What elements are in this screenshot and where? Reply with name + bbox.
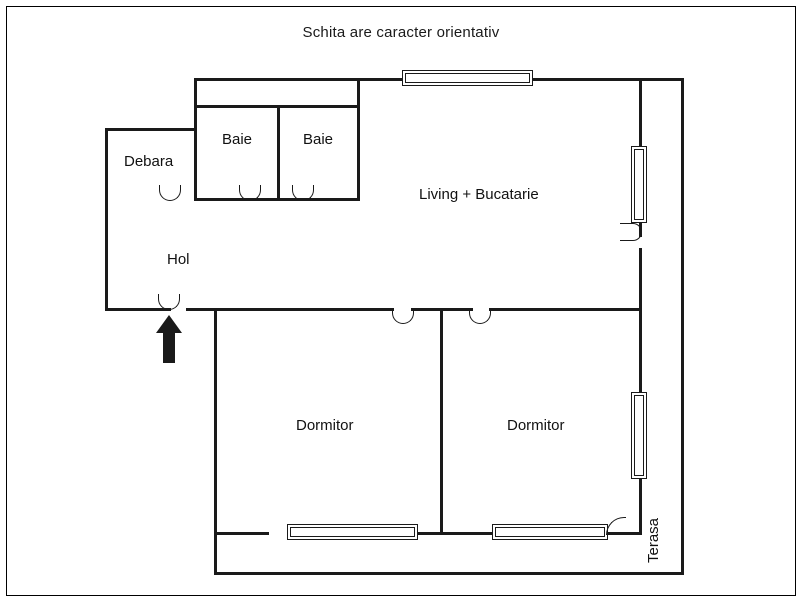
- entrance-arrow-icon: [154, 315, 184, 365]
- window-dormitor-right: [631, 392, 647, 479]
- wall-right-outer: [681, 78, 684, 575]
- window-living-right: [631, 146, 647, 223]
- wall-bottom: [214, 572, 684, 575]
- page-title: Schita are caracter orientativ: [302, 24, 500, 41]
- room-label-dormitor-1: Dormitor: [296, 417, 354, 434]
- room-label-baie-1: Baie: [222, 131, 253, 148]
- page-border: [6, 6, 796, 596]
- wall-living-right-lower: [639, 248, 642, 310]
- wall-dormitor-bottom-1: [214, 532, 269, 535]
- wall-bath-right: [357, 78, 360, 201]
- door-living-terasa: [620, 223, 642, 241]
- room-label-living-bucatarie: Living + Bucatarie: [419, 186, 539, 203]
- wall-dormitor-right-upper: [639, 308, 642, 392]
- wall-debara-top: [105, 128, 197, 131]
- room-label-dormitor-2: Dormitor: [507, 417, 565, 434]
- wall-hol-bottom-left: [105, 308, 171, 311]
- wall-hol-bottom-right: [186, 308, 394, 311]
- wall-bath-inner-top: [194, 105, 360, 108]
- window-dormitor-2-bottom: [492, 524, 608, 540]
- room-label-debara: Debara: [124, 153, 174, 170]
- wall-bath-divider: [277, 105, 280, 201]
- window-dormitor-1-bottom: [287, 524, 418, 540]
- wall-dormitor-bottom-3: [442, 532, 493, 535]
- wall-living-right-upper: [639, 78, 642, 146]
- wall-debara-left: [105, 128, 108, 311]
- room-label-baie-2: Baie: [303, 131, 334, 148]
- room-label-hol: Hol: [167, 251, 190, 268]
- room-label-terasa: Terasa: [645, 517, 662, 563]
- wall-dormitor-divider: [440, 308, 443, 535]
- window-living-top: [402, 70, 533, 86]
- wall-dormitor-right-window-col: [639, 478, 642, 533]
- wall-hol-bottom-right-3: [489, 308, 641, 311]
- wall-bath-left: [194, 78, 197, 201]
